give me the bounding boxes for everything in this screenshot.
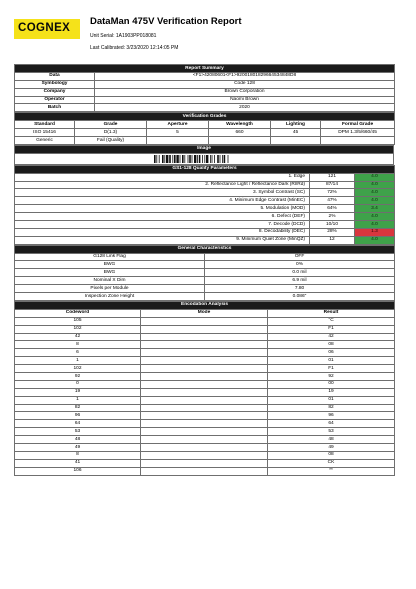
grade-cell: [271, 137, 321, 145]
barcode-image: [154, 155, 254, 163]
quality-label: 9. Minimum Quiet Zone (MinQZ): [15, 236, 310, 244]
mode-cell: [141, 333, 268, 341]
grade-cell: ISO 15416: [15, 129, 75, 137]
quality-grade: 4.0: [355, 189, 395, 197]
summary-label: Data: [15, 72, 95, 80]
codeword-cell: 41: [15, 459, 141, 467]
general-row: [15, 277, 395, 285]
logo-text: COGNEX: [18, 22, 71, 34]
summary-row: [15, 88, 395, 96]
encodation-row: [15, 459, 395, 467]
result-cell: 06: [268, 349, 395, 357]
result-cell: 42: [268, 333, 395, 341]
image-heading: Image: [15, 145, 394, 153]
encodation-row: [15, 396, 395, 404]
result-cell: 96: [268, 412, 395, 420]
encodation-row: [15, 412, 395, 420]
mode-cell: [141, 459, 268, 467]
result-cell: 19: [268, 388, 395, 396]
image-table: [14, 145, 394, 165]
result-cell: 64: [268, 420, 395, 428]
result-cell: 08: [268, 341, 395, 349]
grades-row: [15, 137, 395, 145]
quality-parameters-heading: GS1-128 Quality Parameters: [15, 165, 395, 173]
grade-cell: 660: [209, 129, 271, 137]
quality-label: 6. Defect (DEF): [15, 213, 310, 221]
quality-value: 12: [310, 236, 355, 244]
grades-header-row: [15, 121, 395, 129]
mode-cell: [141, 396, 268, 404]
general-label: Nominal X Dim: [15, 277, 205, 285]
summary-value: Brown Corporation: [95, 88, 395, 96]
mode-cell: [141, 436, 268, 444]
encodation-analysis-table: [14, 301, 395, 476]
grade-cell: 45: [271, 129, 321, 137]
result-cell: 49: [268, 443, 395, 451]
result-cell: 08: [268, 451, 395, 459]
codeword-cell: 102: [15, 365, 141, 373]
encodation-row: [15, 333, 395, 341]
general-value: 6.9 mil: [205, 277, 395, 285]
encodation-row: [15, 467, 395, 475]
summary-label: Symbology: [15, 80, 95, 88]
encodation-row: [15, 365, 395, 373]
general-row: [15, 253, 395, 261]
grade-cell: [321, 137, 395, 145]
quality-row: [15, 189, 395, 197]
encodation-row: [15, 443, 395, 451]
last-calibrated: Last Calibrated: 3/23/2020 12:14:05 PM: [90, 45, 179, 51]
encodation-row: [15, 388, 395, 396]
encodation-analysis-heading: Encodation Analysis: [15, 301, 395, 309]
quality-grade: 4.0: [355, 197, 395, 205]
quality-label: 4. Minimum Edge Contrast (MinEC): [15, 197, 310, 205]
quality-row: [15, 205, 395, 213]
summary-value: Naomi Brown: [95, 96, 395, 104]
encodation-header-row: [15, 309, 395, 317]
codeword-cell: 106: [15, 467, 141, 475]
codeword-cell: 0: [15, 380, 141, 388]
encodation-row: [15, 380, 395, 388]
codeword-cell: 105: [15, 317, 141, 325]
encodation-row: [15, 357, 395, 365]
codeword-cell: 1: [15, 357, 141, 365]
mode-cell: [141, 365, 268, 373]
verification-grades-table: [14, 112, 395, 145]
result-cell: F1: [268, 325, 395, 333]
codeword-cell: 96: [15, 412, 141, 420]
result-cell: 01: [268, 396, 395, 404]
mode-cell: [141, 451, 268, 459]
quality-label: 3. Symbol Contrast (SC): [15, 189, 310, 197]
result-cell: **: [268, 467, 395, 475]
general-label: Inspection Zone Height: [15, 293, 205, 301]
codeword-cell: 6: [15, 349, 141, 357]
result-cell: 00: [268, 380, 395, 388]
codeword-cell: 102: [15, 325, 141, 333]
encodation-row: [15, 317, 395, 325]
mode-cell: [141, 349, 268, 357]
result-cell: F1: [268, 365, 395, 373]
mode-cell: [141, 420, 268, 428]
general-label: G128 Link Flag: [15, 253, 205, 261]
quality-row: [15, 181, 395, 189]
quality-parameters-table: [14, 165, 395, 245]
col-header-standard: Standard: [15, 121, 75, 129]
mode-cell: [141, 341, 268, 349]
result-cell: 01: [268, 357, 395, 365]
result-cell: 53: [268, 428, 395, 436]
summary-row: [15, 80, 395, 88]
quality-label: 5. Modulation (MOD): [15, 205, 310, 213]
encodation-row: [15, 451, 395, 459]
quality-row: [15, 236, 395, 244]
quality-label: 2. Reflectance Light / Reflectance Dark (Rl/Rd): [15, 181, 310, 189]
result-cell: 82: [268, 404, 395, 412]
encodation-row: [15, 325, 395, 333]
col-header-grade: Grade: [75, 121, 147, 129]
codeword-cell: 8: [15, 451, 141, 459]
mode-cell: [141, 443, 268, 451]
grade-cell: [209, 137, 271, 145]
codeword-cell: 42: [15, 333, 141, 341]
general-row: [15, 261, 395, 269]
unit-serial: Unit Serial: 1A1903PP018081: [90, 33, 157, 39]
encodation-row: [15, 420, 395, 428]
encodation-row: [15, 428, 395, 436]
quality-value: 10/10: [310, 221, 355, 229]
verification-grades-heading: Verification Grades: [15, 113, 395, 121]
summary-value: <F1>42080601<F1>92001801829664534848D8: [95, 72, 395, 80]
quality-value: 72%: [310, 189, 355, 197]
summary-label: Batch: [15, 104, 95, 112]
quality-value: 87/14: [310, 181, 355, 189]
mode-cell: [141, 404, 268, 412]
general-characteristics-heading: General Characteristics: [15, 245, 395, 253]
quality-row: [15, 197, 395, 205]
quality-label: 1. Edge: [15, 173, 310, 181]
codeword-cell: 82: [15, 404, 141, 412]
summary-row: [15, 104, 395, 112]
general-row: [15, 293, 395, 301]
codeword-cell: 1: [15, 396, 141, 404]
mode-cell: [141, 317, 268, 325]
col-header-result: Result: [268, 309, 395, 317]
encodation-row: [15, 341, 395, 349]
quality-grade: 4.0: [355, 213, 395, 221]
quality-row: [15, 173, 395, 181]
codeword-cell: 64: [15, 420, 141, 428]
grade-cell: D(1.3): [75, 129, 147, 137]
quality-value: 28%: [310, 228, 355, 236]
result-cell: °C: [268, 317, 395, 325]
col-header-wavelength: Wavelength: [209, 121, 271, 129]
codeword-cell: 19: [15, 388, 141, 396]
mode-cell: [141, 467, 268, 475]
mode-cell: [141, 412, 268, 420]
col-header-aperture: Aperture: [147, 121, 209, 129]
general-value: 0.0 mil: [205, 269, 395, 277]
encodation-rows: [15, 317, 395, 475]
general-label: BWG: [15, 269, 205, 277]
summary-value: Code 128: [95, 80, 395, 88]
report-summary-table: [14, 64, 395, 112]
codeword-cell: 8: [15, 341, 141, 349]
encodation-row: [15, 372, 395, 380]
summary-row: [15, 96, 395, 104]
mode-cell: [141, 380, 268, 388]
quality-grade: 4.0: [355, 236, 395, 244]
general-value: OFF: [205, 253, 395, 261]
col-header-mode: Mode: [141, 309, 268, 317]
result-cell: 48: [268, 436, 395, 444]
general-row: [15, 285, 395, 293]
mode-cell: [141, 372, 268, 380]
quality-label: 7. Decode (DCD): [15, 221, 310, 229]
summary-row: [15, 72, 395, 80]
result-cell: 92: [268, 372, 395, 380]
summary-value: 2020: [95, 104, 395, 112]
report-body: [14, 64, 394, 476]
summary-label: Company: [15, 88, 95, 96]
col-header-codeword: Codeword: [15, 309, 141, 317]
mode-cell: [141, 325, 268, 333]
mode-cell: [141, 357, 268, 365]
report-title: DataMan 475V Verification Report: [90, 16, 242, 27]
quality-row: [15, 213, 395, 221]
general-row: [15, 269, 395, 277]
quality-grade: 4.0: [355, 173, 395, 181]
general-characteristics-table: [14, 245, 395, 301]
quality-value: 64%: [310, 205, 355, 213]
general-value: 0.086": [205, 293, 395, 301]
col-header-lighting: Lighting: [271, 121, 321, 129]
col-header-formal-grade: Formal Grade: [321, 121, 395, 129]
grade-cell: Fail (Quality): [75, 137, 147, 145]
general-value: 0%: [205, 261, 395, 269]
grade-cell: 5: [147, 129, 209, 137]
quality-grade: 3.4: [355, 205, 395, 213]
quality-value: 121: [310, 173, 355, 181]
quality-label: 8. Decodability (DEC): [15, 228, 310, 236]
quality-row: [15, 228, 395, 236]
encodation-row: [15, 349, 395, 357]
barcode-image-cell: [15, 153, 394, 164]
codeword-cell: 53: [15, 428, 141, 436]
codeword-cell: 49: [15, 443, 141, 451]
codeword-cell: 48: [15, 436, 141, 444]
report-summary-heading: Report Summary: [15, 65, 395, 73]
grade-cell: DPM 1.3/5/660/45: [321, 129, 395, 137]
grades-row: [15, 129, 395, 137]
quality-grade: 4.0: [355, 181, 395, 189]
encodation-row: [15, 436, 395, 444]
grade-cell: [147, 137, 209, 145]
result-cell: CK: [268, 459, 395, 467]
general-label: Pixels per Module: [15, 285, 205, 293]
cognex-logo: [14, 19, 80, 39]
quality-grade: 1.3: [355, 228, 395, 236]
codeword-cell: 92: [15, 372, 141, 380]
quality-row: [15, 221, 395, 229]
quality-grade: 4.0: [355, 221, 395, 229]
report-header: [0, 0, 416, 58]
mode-cell: [141, 388, 268, 396]
quality-value: 2%: [310, 213, 355, 221]
encodation-row: [15, 404, 395, 412]
general-value: 7.80: [205, 285, 395, 293]
general-label: BWG: [15, 261, 205, 269]
grade-cell: Generic: [15, 137, 75, 145]
quality-value: 47%: [310, 197, 355, 205]
summary-label: Operator: [15, 96, 95, 104]
mode-cell: [141, 428, 268, 436]
